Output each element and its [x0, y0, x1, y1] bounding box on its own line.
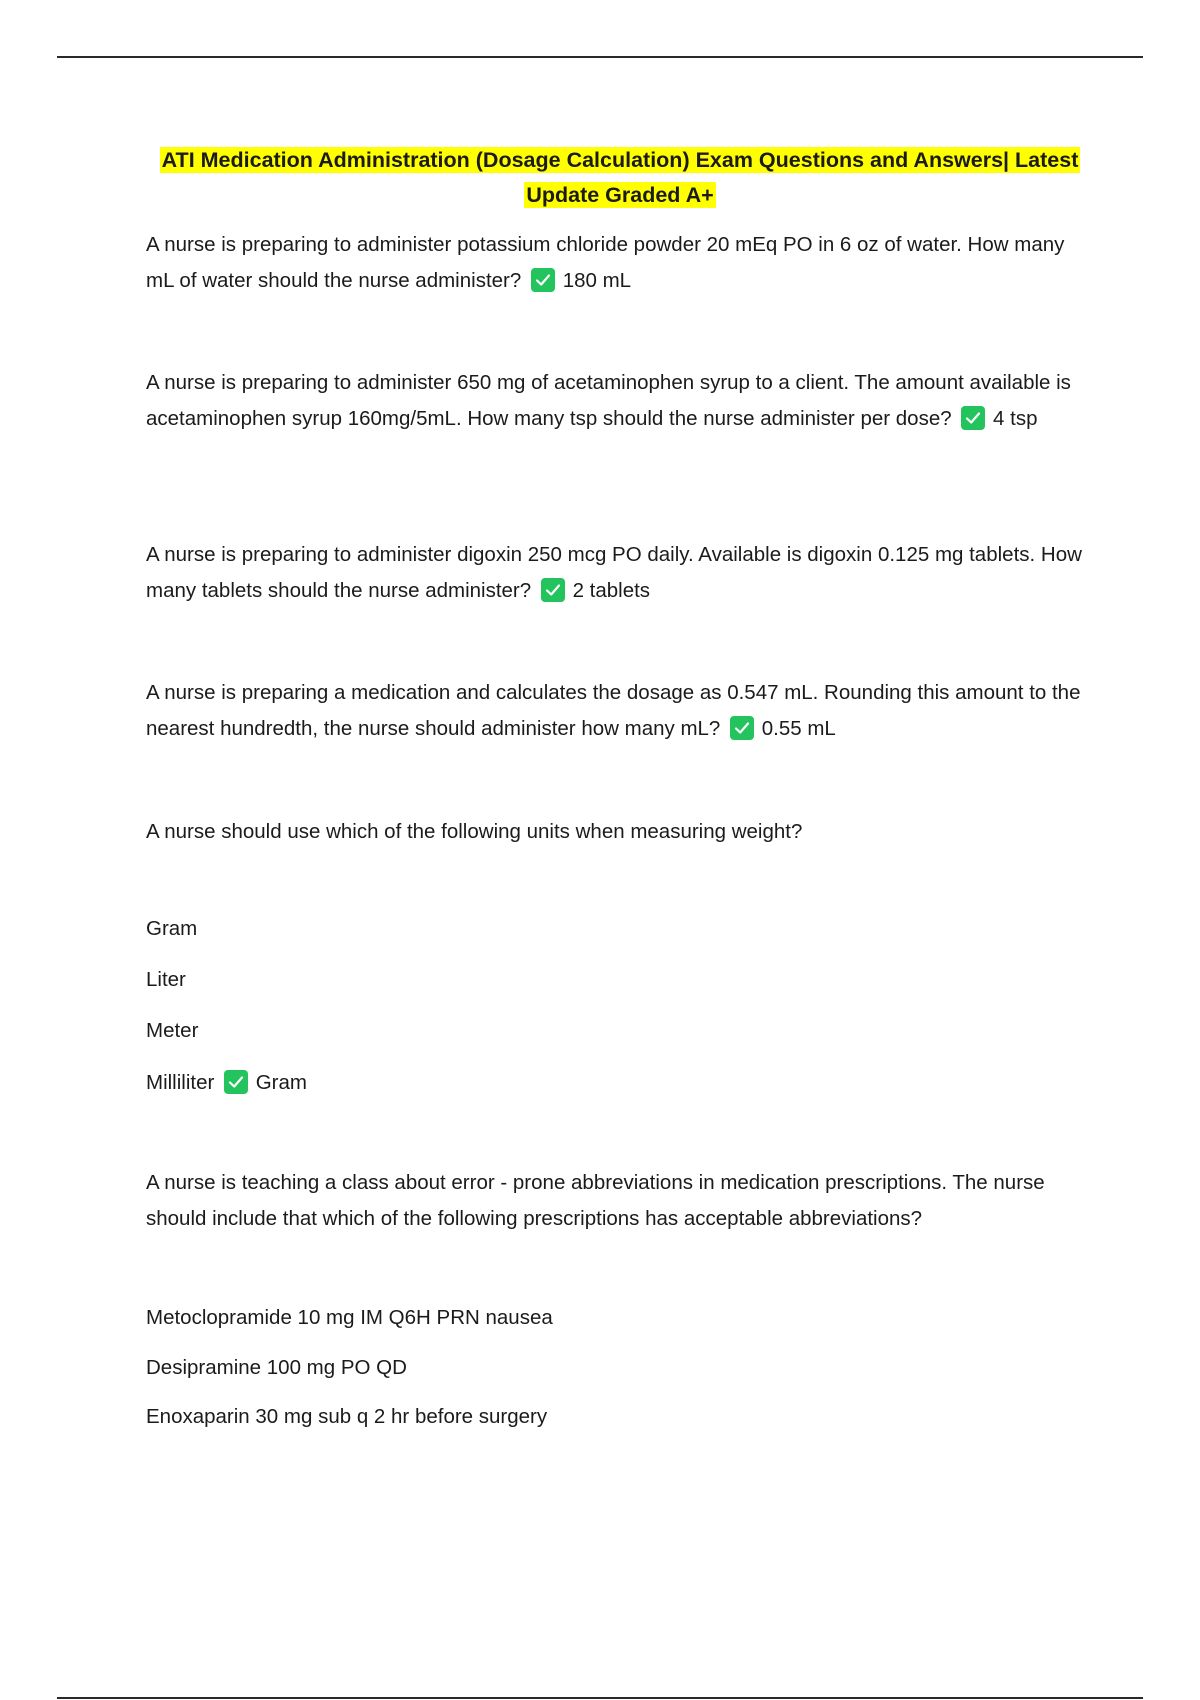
check-mark-icon	[961, 406, 985, 430]
check-mark-icon	[541, 578, 565, 602]
question-text: A nurse is preparing to administer 650 mg of acetaminophen syrup to a client. The amount available is acetaminophen syrup 160mg/5mL. How many tsp should the nurse administer per dose?	[146, 371, 1071, 430]
option-liter: Liter	[146, 968, 186, 991]
check-mark-icon	[224, 1070, 248, 1094]
question-1	[146, 227, 1096, 299]
title-line-2: Update Graded A+	[526, 183, 714, 207]
question-text: A nurse is preparing to administer potassium chloride powder 20 mEq PO in 6 oz of water. How many mL of water should the nurse administer?	[146, 233, 1065, 292]
option-enoxaparin: Enoxaparin 30 mg sub q 2 hr before surgery	[146, 1405, 548, 1428]
answer-text: 0.55 mL	[761, 717, 836, 740]
question-text: A nurse should use which of the following units when measuring weight?	[146, 820, 803, 843]
option-milliliter: Milliliter	[146, 1071, 215, 1094]
question-5	[146, 814, 1096, 850]
top-rule	[57, 56, 1143, 58]
check-mark-icon	[531, 268, 555, 292]
answer-text: 2 tablets	[572, 579, 651, 602]
option-meter: Meter	[146, 1019, 199, 1042]
document-title	[140, 143, 1100, 213]
question-3	[146, 537, 1096, 609]
question-4	[146, 675, 1096, 747]
option-desipramine: Desipramine 100 mg PO QD	[146, 1356, 407, 1379]
question-2	[146, 365, 1096, 437]
option-gram: Gram	[146, 917, 198, 940]
check-mark-icon	[730, 716, 754, 740]
answer-text: 4 tsp	[993, 407, 1038, 430]
answer-text: Gram	[255, 1071, 307, 1094]
title-line-1: ATI Medication Administration (Dosage Calculation) Exam Questions and Answers| Latest	[161, 148, 1079, 172]
question-text: A nurse is preparing to administer digoxin 250 mcg PO daily. Available is digoxin 0.125 mg tablets. How many tablets should the nurse administer?	[146, 543, 1082, 602]
question-6	[146, 1165, 1096, 1237]
option-milliliter-with-answer	[146, 1065, 307, 1101]
question-text: A nurse is preparing a medication and calculates the dosage as 0.547 mL. Rounding this amount to the nearest hundredth, the nurse should administer how many mL?	[146, 681, 1081, 740]
option-metoclopramide: Metoclopramide 10 mg IM Q6H PRN nausea	[146, 1306, 553, 1329]
bottom-rule	[57, 1697, 1143, 1699]
question-text: A nurse is teaching a class about error - prone abbreviations in medication prescriptions. The nurse should include that which of the following prescriptions has acceptable abbreviations?	[146, 1171, 1045, 1230]
answer-text: 180 mL	[562, 269, 632, 292]
